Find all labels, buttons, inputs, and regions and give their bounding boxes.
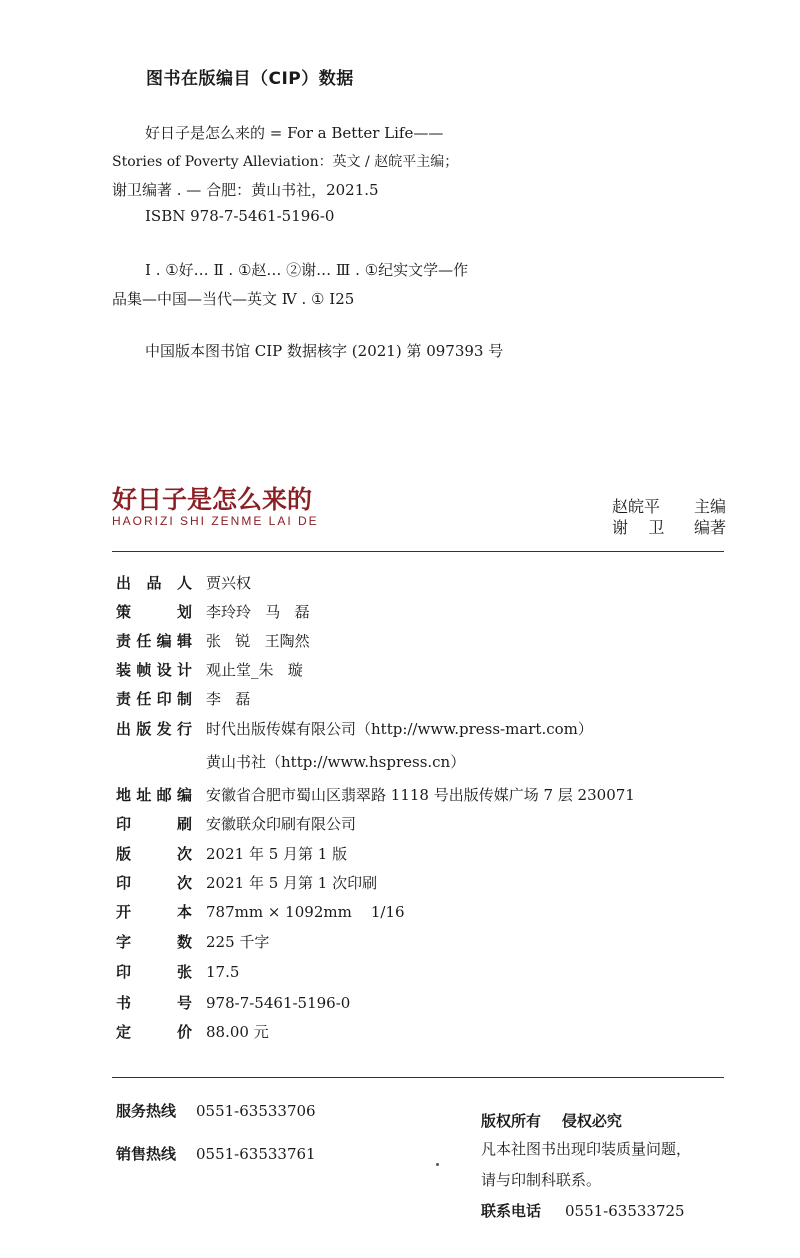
cip-line: 谢卫编著 . — 合肥：黄山书社，2021.5	[112, 181, 379, 199]
detail-value: 787mm × 1092mm 1/16	[206, 903, 405, 921]
detail-value: 黄山书社（http://www.hspress.cn）	[206, 753, 466, 771]
cip-classification: 品集—中国—当代—英文 Ⅳ . ① I25	[112, 290, 355, 308]
cip-line: 好日子是怎么来的 = For a Better Life——	[145, 124, 444, 142]
detail-value: 时代出版传媒有限公司（http://www.press-mart.com）	[206, 720, 593, 738]
cip-record-number: 中国版本图书馆 CIP 数据核字 (2021) 第 097393 号	[145, 342, 504, 360]
hotline-number: 0551-63533761	[196, 1145, 316, 1163]
cip-line: Stories of Poverty Alleviation：英文 / 赵皖平主编；	[112, 154, 459, 170]
detail-row	[116, 718, 593, 739]
cip-heading: 图书在版编目（CIP）数据	[146, 69, 354, 89]
detail-label: 定价	[116, 1023, 192, 1041]
detail-value: 安徽省合肥市蜀山区翡翠路 1118 号出版传媒广场 7 层 230071	[206, 786, 635, 804]
speck	[436, 1163, 439, 1166]
copyright-heading: 版权所有 侵权必究	[481, 1112, 622, 1130]
detail-label: 开本	[116, 903, 192, 921]
detail-row	[116, 872, 377, 893]
hotline-label: 销售热线	[116, 1145, 177, 1163]
editor-role: 编著	[694, 518, 727, 537]
detail-row	[116, 751, 465, 772]
detail-label: 地址邮编	[116, 786, 192, 804]
detail-value: 李玲玲 马 磊	[206, 603, 310, 621]
detail-row	[116, 688, 250, 709]
detail-label: 字数	[116, 933, 192, 951]
hotline-row	[116, 1100, 316, 1121]
detail-row	[116, 931, 269, 952]
cip-classification: Ⅰ . ①好… Ⅱ . ①赵… ②谢… Ⅲ . ①纪实文学—作	[145, 261, 469, 279]
detail-label: 出版发行	[116, 720, 192, 738]
hotline-number: 0551-63533706	[196, 1102, 316, 1120]
detail-label: 书号	[116, 994, 192, 1012]
divider	[112, 1077, 724, 1078]
detail-value: 2021 年 5 月第 1 次印刷	[206, 874, 378, 892]
detail-label: 责任编辑	[116, 632, 192, 650]
detail-row	[116, 1021, 269, 1042]
detail-label: 印张	[116, 963, 192, 981]
detail-label: 责任印制	[116, 690, 192, 708]
contact-phone-row	[481, 1200, 685, 1221]
editor-name: 谢 卫	[612, 518, 665, 537]
detail-row	[116, 630, 310, 651]
detail-value: 贾兴权	[206, 574, 252, 592]
detail-value: 978-7-5461-5196-0	[206, 994, 351, 1012]
detail-value: 17.5	[206, 963, 240, 981]
editor-role: 主编	[694, 497, 727, 516]
detail-row	[116, 901, 405, 922]
contact-phone-label: 联系电话	[481, 1202, 542, 1220]
contact-phone-number: 0551-63533725	[565, 1202, 685, 1220]
book-title: 好日子是怎么来的	[112, 485, 313, 514]
detail-row	[116, 992, 350, 1013]
editor-line	[612, 515, 726, 538]
detail-row	[116, 961, 239, 982]
hotline-row	[116, 1143, 316, 1164]
detail-row	[116, 659, 303, 680]
detail-label: 出品人	[116, 574, 192, 592]
detail-label: 装帧设计	[116, 661, 192, 679]
editor-line	[612, 494, 726, 517]
detail-value: 225 千字	[206, 933, 270, 951]
detail-value: 2021 年 5 月第 1 版	[206, 845, 348, 863]
copyright-notice: 凡本社图书出现印装质量问题，	[481, 1140, 692, 1158]
detail-row	[116, 601, 310, 622]
detail-label: 策划	[116, 603, 192, 621]
book-title-pinyin: HAORIZI SHI ZENME LAI DE	[112, 514, 319, 528]
editor-name: 赵皖平	[612, 497, 661, 516]
detail-label: 版次	[116, 845, 192, 863]
detail-row	[116, 813, 356, 834]
detail-value: 安徽联众印刷有限公司	[206, 815, 357, 833]
detail-value: 88.00 元	[206, 1023, 269, 1041]
detail-value: 张 锐 王陶然	[206, 632, 310, 650]
divider	[112, 551, 724, 552]
detail-label: 印刷	[116, 815, 192, 833]
cip-isbn: ISBN 978-7-5461-5196-0	[145, 207, 335, 225]
detail-value: 李 磊	[206, 690, 251, 708]
detail-label: 印次	[116, 874, 192, 892]
copyright-notice: 请与印制科联系。	[481, 1171, 602, 1189]
detail-row	[116, 784, 635, 805]
detail-value: 观止堂_朱 璇	[206, 661, 303, 679]
detail-row	[116, 843, 347, 864]
hotline-label: 服务热线	[116, 1102, 177, 1120]
detail-row	[116, 572, 251, 593]
